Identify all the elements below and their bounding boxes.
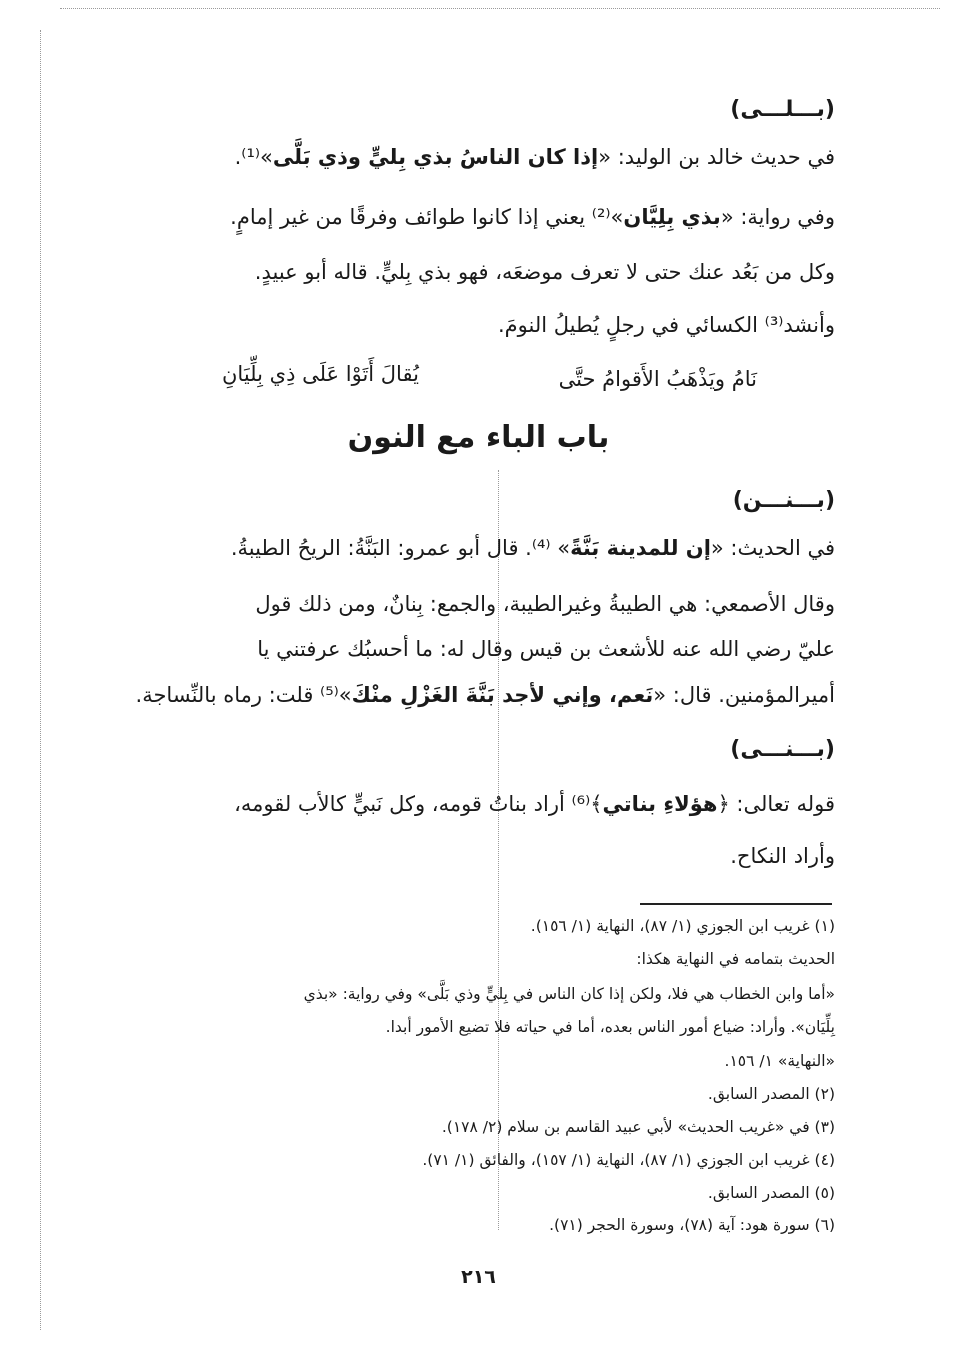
scan-dotted-line-left bbox=[40, 30, 41, 1330]
text-line bbox=[123, 145, 835, 169]
text-plain: في حديث خالد بن الوليد: « bbox=[598, 145, 835, 169]
poetry-hemistich-right: نَامُ ويَذْهَبُ الأَقوامُ حتَّى bbox=[558, 367, 757, 391]
text-plain: في الحديث: « bbox=[710, 536, 835, 560]
text-plain: »⁽¹⁾. bbox=[234, 145, 273, 169]
text-line: وقال الأصمعي: هي الطيبةُ وغيرالطيبة، والجمع: بِنانٌ، ومن ذلك قول bbox=[255, 592, 835, 616]
text-line: عليّ رضي الله عنه للأشعث بن قيس وقال له: ما أحسبُك عرفتني يا bbox=[257, 637, 835, 661]
footnote-line: الحديث بتمامه في النهاية هكذا: bbox=[636, 950, 835, 968]
text-line bbox=[123, 536, 835, 560]
entry-heading-bly: (بـــلـــى) bbox=[730, 97, 835, 122]
footnote-line: (٣) في «غريب الحديث» لأبي عبيد القاسم بن سلام (٢/ ١٧٨). bbox=[441, 1118, 835, 1136]
text-plain: أميرالمؤمنين. قال: « bbox=[653, 683, 835, 707]
footnote-line: «النهاية» ١/ ١٥٦. bbox=[724, 1052, 835, 1070]
text-line bbox=[123, 205, 835, 229]
text-plain: »⁽²⁾ يعني إذا كانوا طوائف وفرقًا من غير إمامٍ. bbox=[230, 205, 624, 229]
footnote-line: (٦) سورة هود: آية (٧٨)، وسورة الحجر (٧١). bbox=[549, 1216, 835, 1234]
footnote-line: «أما وابن الخطاب هي فلا، ولكن إذا كان الناس في بِليٍّ وذي بَلَّى» وفي رواية: «بذي bbox=[303, 985, 835, 1003]
entry-heading-bny: (بـــنـــى) bbox=[730, 737, 835, 762]
text-line bbox=[123, 792, 835, 816]
entry-heading-bnn: (بـــنـــن) bbox=[732, 488, 835, 513]
footnote-line: بِلِّيَان». وأراد: ضياع أمور الناس بعده، أما في حياته فلا تضيع الأمور أبدا. bbox=[385, 1018, 835, 1036]
hadith-quote: بذي بِلِيَّان bbox=[623, 205, 721, 229]
footnote-line: (٥) المصدر السابق. bbox=[707, 1184, 835, 1202]
poetry-hemistich-left: يُقالَ أَتَوْا عَلَى ذِي بِلِّيَانِ bbox=[222, 362, 419, 386]
text-plain: »⁽⁵⁾ قلت: رماه بالنِّساجة. bbox=[135, 683, 352, 707]
hadith-quote: إذا كان الناسُ بذي بِليٍّ وذي بَلَّى bbox=[272, 145, 599, 169]
text-plain: وفي رواية: « bbox=[720, 205, 835, 229]
text-line bbox=[123, 683, 835, 707]
hadith-quote: نَعم، وإني لأجد بَنَّةَ الغَزْلِ منْكَ bbox=[351, 683, 654, 707]
text-line: وكل من بَعُد عنك حتى لا تعرف موضعَه، فهو بذي بِليٍّ. قاله أبو عبيدٍ. bbox=[254, 260, 835, 284]
page-number: ٢١٦ bbox=[461, 1266, 496, 1288]
footnote-line: (١) غريب ابن الجوزي (١/ ٨٧)، النهاية (١/ ١٥٦). bbox=[530, 917, 835, 935]
text-plain: » ⁽⁴⁾. قال أبو عمرو: البَنَّةُ: الريحُ الطيبةُ. bbox=[230, 536, 571, 560]
footnote-line: (٤) غريب ابن الجوزي (١/ ٨٧)، النهاية (١/ ١٥٧)، والفائق (١/ ٧١). bbox=[422, 1151, 835, 1169]
text-line: وأنشد⁽³⁾ الكسائي في رجلٍ يُطيلُ النومَ. bbox=[498, 313, 835, 337]
footnote-separator bbox=[640, 903, 832, 905]
chapter-title: باب الباء مع النون bbox=[347, 420, 610, 455]
footnote-line: (٢) المصدر السابق. bbox=[707, 1085, 835, 1103]
quran-quote: هؤلاءِ بناتي bbox=[602, 792, 718, 816]
text-line: وأراد النكاح. bbox=[730, 844, 835, 868]
text-plain: قوله تعالى: ﴿ bbox=[717, 792, 835, 816]
hadith-quote: إن للمدينة بَنَّةً bbox=[570, 536, 711, 560]
scan-dotted-line-top bbox=[60, 8, 940, 9]
text-plain: ﴾⁽⁶⁾ أراد بناتُ قومه، وكل نَبيٍّ كالأب لقومه، bbox=[234, 792, 603, 816]
